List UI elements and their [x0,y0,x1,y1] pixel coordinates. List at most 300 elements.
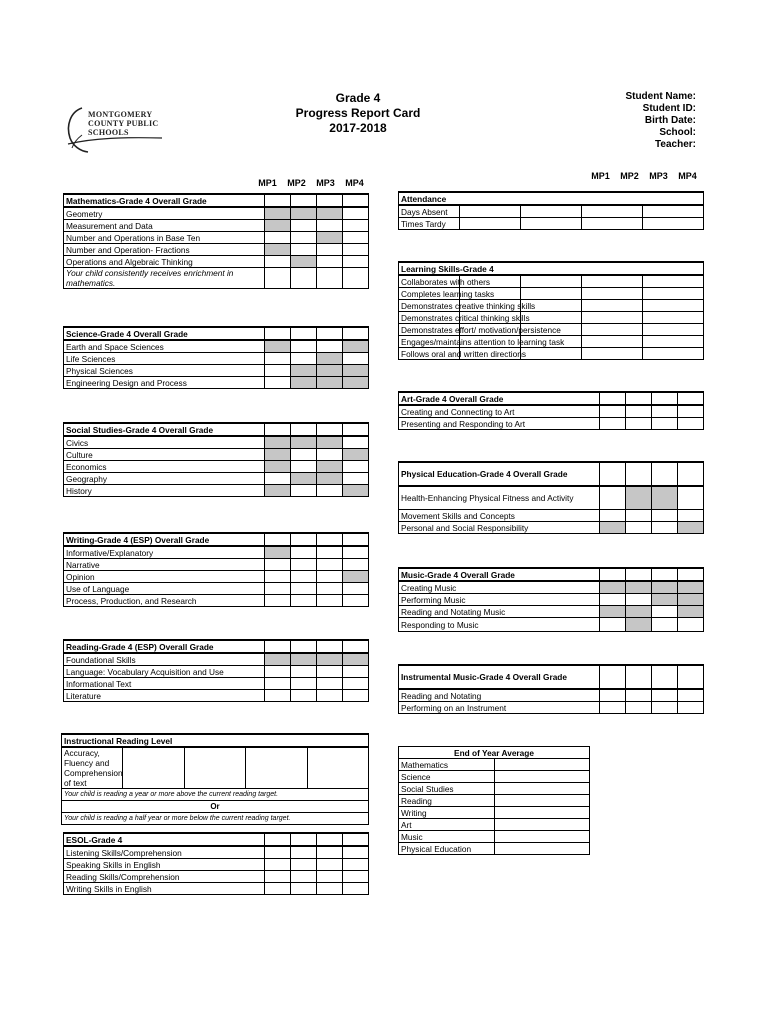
grade-cell[interactable] [521,205,582,218]
subject-row: Informative/Explanatory [64,546,265,559]
grade-cell[interactable] [265,194,291,207]
grade-cell [291,377,317,389]
grade-cell[interactable] [291,595,317,607]
grade-cell [317,365,343,377]
subject-row: Physical Education [399,843,495,855]
subject-row: Days Absent [399,205,460,218]
grade-cell[interactable] [317,559,343,571]
social-studies-table [63,422,369,497]
grade-cell[interactable] [317,690,343,702]
grade-cell[interactable] [626,405,652,418]
grade-cell[interactable] [678,462,704,486]
grade-cell[interactable] [291,353,317,365]
grade-cell[interactable] [246,747,307,789]
mp-label: MP2 [287,178,306,188]
grade-cell[interactable] [643,312,704,324]
grade-cell[interactable] [317,846,343,859]
grade-cell [265,546,291,559]
grade-cell[interactable] [652,462,678,486]
grade-cell[interactable] [343,666,369,678]
grade-cell[interactable] [626,689,652,702]
grade-cell[interactable] [265,666,291,678]
music-heading: Music-Grade 4 Overall Grade [399,568,600,581]
subject-row: Narrative [64,559,265,571]
grade-cell[interactable] [678,510,704,522]
grade-cell[interactable] [265,583,291,595]
grade-cell[interactable] [521,218,582,230]
grade-cell[interactable] [291,194,317,207]
art-heading: Art-Grade 4 Overall Grade [399,392,600,405]
grade-cell[interactable] [317,340,343,353]
grade-cell[interactable] [678,418,704,430]
grade-cell[interactable] [265,232,291,244]
title-year: 2017-2018 [329,121,387,135]
social-heading: Social Studies-Grade 4 Overall Grade [64,423,265,436]
grade-cell[interactable] [652,665,678,689]
grade-cell[interactable] [317,640,343,653]
grade-cell[interactable] [343,423,369,436]
grade-cell[interactable] [265,327,291,340]
grade-cell[interactable] [343,833,369,846]
grade-cell [678,522,704,534]
grade-cell[interactable] [317,485,343,497]
grade-cell [291,473,317,485]
grade-cell[interactable] [265,595,291,607]
grade-cell[interactable] [265,473,291,485]
grade-cell[interactable] [643,300,704,312]
subject-row: Geometry [64,207,265,220]
reading-table [63,639,369,702]
grade-cell[interactable] [600,418,626,430]
grade-cell[interactable] [343,194,369,207]
grade-cell[interactable] [600,665,626,689]
subject-row: Movement Skills and Concepts [399,510,600,522]
grade-cell[interactable] [678,689,704,702]
subject-row: Civics [64,436,265,449]
student-name-label: Student Name: [625,91,696,102]
mp-header-left [253,178,369,188]
grade-cell[interactable] [678,405,704,418]
grade-cell [291,653,317,666]
grade-cell [652,486,678,510]
subject-row: Engineering Design and Process [64,377,265,389]
grade-cell[interactable] [317,871,343,883]
grade-cell[interactable] [600,689,626,702]
grade-cell[interactable] [265,571,291,583]
grade-cell[interactable] [521,288,582,300]
grade-cell[interactable] [343,533,369,546]
grade-cell [678,606,704,618]
grade-cell[interactable] [265,559,291,571]
grade-cell[interactable] [626,665,652,689]
grade-cell[interactable] [652,510,678,522]
birth-date-label: Birth Date: [644,115,696,126]
grade-cell[interactable] [652,702,678,714]
grade-cell [317,653,343,666]
grade-cell[interactable] [291,220,317,232]
grade-cell [317,436,343,449]
subject-row: Completes learning tasks [399,288,460,300]
subject-row: Reading Skills/Comprehension [64,871,265,883]
grade-cell[interactable] [626,568,652,581]
grade-cell[interactable] [317,883,343,895]
grade-cell[interactable] [626,462,652,486]
grade-cell[interactable] [582,218,643,230]
grade-cell[interactable] [460,205,521,218]
subject-row: Writing Skills in English [64,883,265,895]
grade-cell[interactable] [291,640,317,653]
grade-cell[interactable] [343,473,369,485]
grade-cell [265,461,291,473]
average-cell[interactable] [494,819,590,831]
grade-cell[interactable] [317,583,343,595]
grade-cell[interactable] [291,485,317,497]
grade-cell[interactable] [343,268,369,289]
grade-cell[interactable] [582,336,643,348]
grade-cell [343,571,369,583]
grade-cell[interactable] [291,859,317,871]
grade-cell[interactable] [600,405,626,418]
subject-row: Writing [399,807,495,819]
grade-cell[interactable] [265,871,291,883]
grade-cell[interactable] [652,392,678,405]
subject-row: Health-Enhancing Physical Fitness and Activity [399,486,600,510]
grade-cell[interactable] [291,244,317,256]
grade-cell[interactable] [291,340,317,353]
subject-row: Number and Operation- Fractions [64,244,265,256]
grade-cell[interactable] [343,846,369,859]
grade-cell[interactable] [291,571,317,583]
grade-cell[interactable] [521,275,582,288]
grade-cell [317,461,343,473]
grade-cell [265,207,291,220]
grade-cell [265,220,291,232]
grade-cell[interactable] [678,702,704,714]
grade-cell[interactable] [291,423,317,436]
grade-cell[interactable] [291,533,317,546]
learning-skills-table [398,261,704,360]
science-table [63,326,369,389]
subject-row: Science [399,771,495,783]
grade-cell[interactable] [291,690,317,702]
subject-row: Informational Text [64,678,265,690]
grade-cell[interactable] [626,522,652,534]
attendance-table [398,191,704,230]
grade-cell[interactable] [343,256,369,268]
grade-cell [265,449,291,461]
grade-cell[interactable] [652,418,678,430]
grade-cell[interactable] [265,533,291,546]
grade-cell[interactable] [582,324,643,336]
grade-cell[interactable] [265,256,291,268]
grade-cell [317,473,343,485]
subject-row: Responding to Music [399,618,600,632]
grade-cell[interactable] [184,747,245,789]
grade-cell[interactable] [582,348,643,360]
grade-cell[interactable] [600,462,626,486]
grade-cell[interactable] [343,559,369,571]
grade-cell[interactable] [343,220,369,232]
grade-cell [291,365,317,377]
grade-cell[interactable] [291,871,317,883]
subject-row: Mathematics [399,759,495,771]
grade-cell [600,522,626,534]
average-cell[interactable] [494,759,590,771]
grade-cell [678,594,704,606]
grade-cell [291,436,317,449]
instrumental-heading: Instrumental Music-Grade 4 Overall Grade [399,665,600,689]
grade-cell[interactable] [343,244,369,256]
grade-cell[interactable] [652,522,678,534]
subject-row: Foundational Skills [64,653,265,666]
learning-heading: Learning Skills-Grade 4 [399,262,704,275]
grade-cell[interactable] [317,220,343,232]
grade-cell[interactable] [291,883,317,895]
grade-cell[interactable] [582,275,643,288]
grade-cell[interactable] [643,324,704,336]
grade-cell[interactable] [582,312,643,324]
mp-label: MP4 [345,178,364,188]
subject-row: Language: Vocabulary Acquisition and Use [64,666,265,678]
subject-row: Literature [64,690,265,702]
grade-cell[interactable] [317,678,343,690]
grade-cell [343,449,369,461]
math-table [63,193,369,289]
grade-cell [265,485,291,497]
grade-cell[interactable] [460,218,521,230]
subject-row: Follows oral and written directions [399,348,460,360]
grade-cell[interactable] [626,702,652,714]
grade-cell[interactable] [643,336,704,348]
grade-cell[interactable] [600,618,626,632]
grade-cell [652,594,678,606]
pe-table [398,461,704,534]
student-info [540,91,696,151]
grade-cell [265,653,291,666]
attendance-heading: Attendance [399,192,704,205]
grade-cell [291,256,317,268]
grade-cell[interactable] [643,275,704,288]
grade-cell [626,618,652,632]
instructional-reading-table [61,733,369,825]
report-title [258,91,458,136]
grade-cell [317,353,343,365]
grade-cell[interactable] [291,678,317,690]
grade-cell[interactable] [582,205,643,218]
grade-cell[interactable] [265,846,291,859]
grade-cell [265,340,291,353]
grade-cell [317,207,343,220]
grade-cell[interactable] [291,559,317,571]
grade-cell[interactable] [643,288,704,300]
subject-row: Collaborates with others [399,275,460,288]
subject-row: History [64,485,265,497]
logo-line: COUNTY PUBLIC [88,119,159,128]
grade-cell[interactable] [343,871,369,883]
average-cell[interactable] [494,831,590,843]
grade-cell[interactable] [626,418,652,430]
grade-cell[interactable] [317,859,343,871]
grade-cell[interactable] [582,288,643,300]
grade-cell[interactable] [626,510,652,522]
grade-cell[interactable] [317,268,343,289]
art-table [398,391,704,430]
grade-cell[interactable] [652,568,678,581]
subject-row: Engages/maintains attention to learning task [399,336,460,348]
grade-cell[interactable] [343,327,369,340]
grade-cell[interactable] [317,833,343,846]
subject-row: Demonstrates creative thinking skills [399,300,460,312]
grade-cell[interactable] [265,377,291,389]
grade-cell[interactable] [265,690,291,702]
grade-cell[interactable] [678,568,704,581]
subject-row: Opinion [64,571,265,583]
grade-cell[interactable] [600,510,626,522]
grade-cell[interactable] [291,461,317,473]
grade-cell[interactable] [678,618,704,632]
average-cell[interactable] [494,843,590,855]
grade-cell[interactable] [265,833,291,846]
grade-cell[interactable] [123,747,184,789]
grade-cell[interactable] [343,546,369,559]
grade-cell[interactable] [291,268,317,289]
grade-cell[interactable] [626,392,652,405]
grade-cell[interactable] [343,859,369,871]
grade-cell[interactable] [652,618,678,632]
grade-cell[interactable] [317,571,343,583]
subject-row: Accuracy, Fluency and Comprehension of text [62,747,123,789]
reading-above-note: Your child is reading a year or more above the current reading target. [62,789,369,801]
grade-cell[interactable] [643,205,704,218]
grade-cell[interactable] [265,365,291,377]
grade-cell[interactable] [317,194,343,207]
grade-cell[interactable] [291,232,317,244]
subject-row: Earth and Space Sciences [64,340,265,353]
logo-line: SCHOOLS [88,128,129,137]
average-cell[interactable] [494,807,590,819]
grade-cell[interactable] [626,594,652,606]
grade-cell[interactable] [600,702,626,714]
average-cell[interactable] [494,771,590,783]
grade-cell[interactable] [317,244,343,256]
grade-cell [317,377,343,389]
subject-row: Life Sciences [64,353,265,365]
grade-cell[interactable] [678,665,704,689]
mp-label: MP3 [316,178,335,188]
grade-cell[interactable] [291,546,317,559]
logo-text [88,110,159,137]
average-cell[interactable] [494,783,590,795]
subject-row: Creating Music [399,581,600,594]
grade-cell [626,606,652,618]
grade-cell[interactable] [317,449,343,461]
subject-row: Art [399,819,495,831]
grade-cell[interactable] [265,268,291,289]
grade-cell[interactable] [265,423,291,436]
grade-cell [343,653,369,666]
grade-cell[interactable] [265,353,291,365]
grade-cell[interactable] [265,883,291,895]
grade-cell[interactable] [343,883,369,895]
grade-cell[interactable] [678,392,704,405]
grade-cell[interactable] [343,207,369,220]
grade-cell[interactable] [652,606,678,618]
grade-cell [678,581,704,594]
grade-cell[interactable] [317,423,343,436]
grade-cell[interactable] [343,436,369,449]
eoy-heading: End of Year Average [399,747,590,759]
grade-cell[interactable] [343,690,369,702]
grade-cell[interactable] [343,678,369,690]
subject-row: Music [399,831,495,843]
grade-cell[interactable] [291,449,317,461]
subject-row: Personal and Social Responsibility [399,522,600,534]
grade-cell[interactable] [291,327,317,340]
grade-cell[interactable] [652,689,678,702]
grade-cell[interactable] [600,392,626,405]
grade-cell[interactable] [291,833,317,846]
subject-row: Physical Sciences [64,365,265,377]
grade-cell [317,232,343,244]
enrichment-note: Your child consistently receives enrichment in mathematics. [64,268,265,289]
average-cell[interactable] [494,795,590,807]
grade-cell [343,365,369,377]
grade-cell[interactable] [317,533,343,546]
grade-cell[interactable] [343,353,369,365]
grade-cell[interactable] [600,486,626,510]
grade-cell [343,340,369,353]
grade-cell[interactable] [307,747,368,789]
grade-cell[interactable] [317,256,343,268]
grade-cell[interactable] [317,546,343,559]
grade-cell[interactable] [652,405,678,418]
grade-cell [600,606,626,618]
grade-cell[interactable] [600,594,626,606]
grade-cell[interactable] [343,583,369,595]
grade-cell [265,436,291,449]
grade-cell[interactable] [343,461,369,473]
grade-cell[interactable] [678,486,704,510]
grade-cell[interactable] [265,678,291,690]
grade-cell[interactable] [291,583,317,595]
grade-cell[interactable] [343,640,369,653]
grade-cell[interactable] [317,595,343,607]
grade-cell[interactable] [643,348,704,360]
grade-cell[interactable] [582,300,643,312]
grade-cell [626,486,652,510]
grade-cell[interactable] [343,595,369,607]
grade-cell [291,207,317,220]
grade-cell[interactable] [291,846,317,859]
or-separator: Or [62,801,369,813]
grade-cell[interactable] [343,232,369,244]
subject-row: Performing on an Instrument [399,702,600,714]
grade-cell[interactable] [521,348,582,360]
math-heading: Mathematics-Grade 4 Overall Grade [64,194,265,207]
subject-row: Use of Language [64,583,265,595]
grade-cell [600,581,626,594]
student-id-label: Student ID: [642,103,696,114]
mp-label: MP2 [620,171,639,181]
grade-cell[interactable] [600,568,626,581]
grade-cell[interactable] [291,666,317,678]
grade-cell[interactable] [317,666,343,678]
grade-cell[interactable] [643,218,704,230]
grade-cell[interactable] [265,859,291,871]
grade-cell[interactable] [317,327,343,340]
grade-cell[interactable] [265,640,291,653]
writing-heading: Writing-Grade 4 (ESP) Overall Grade [64,533,265,546]
